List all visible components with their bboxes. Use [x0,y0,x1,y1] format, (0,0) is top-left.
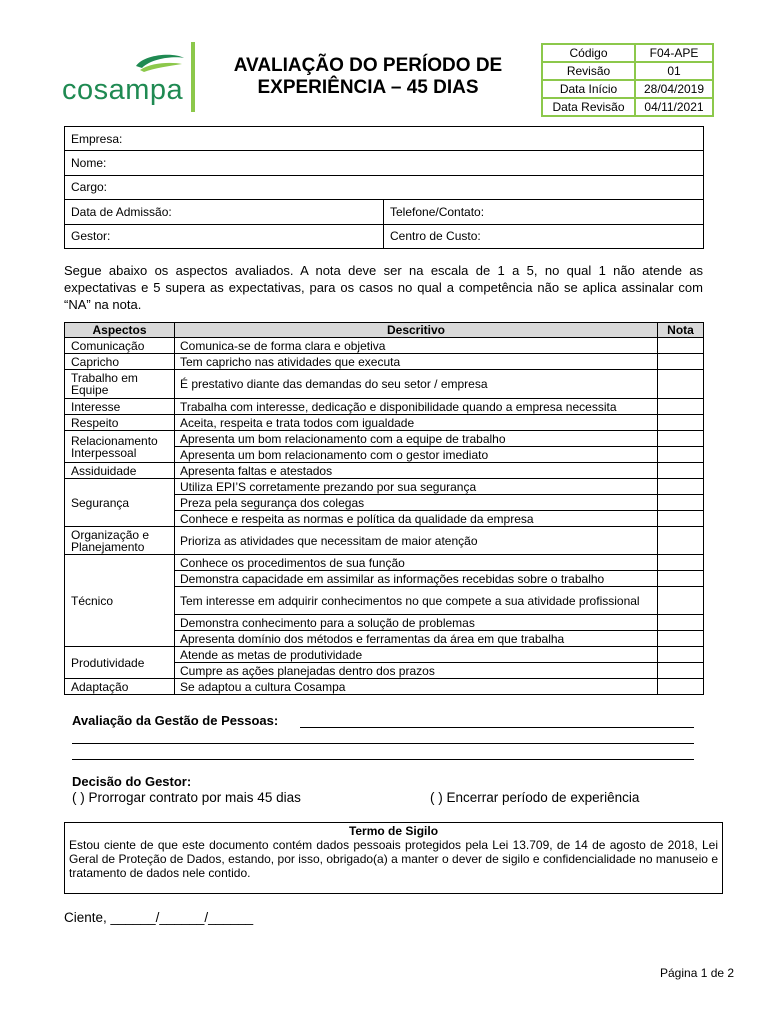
cargo-field[interactable]: Cargo: [65,175,704,199]
nota-cell[interactable] [658,370,704,399]
descriptor: Demonstra conhecimento para a solução de problemas [175,615,658,631]
nota-cell[interactable] [658,527,704,555]
descriptor: É prestativo diante das demandas do seu setor / empresa [175,370,658,399]
nota-cell[interactable] [658,415,704,431]
descriptor: Prioriza as atividades que necessitam de maior atenção [175,527,658,555]
meta-label: Código [542,44,635,62]
meta-value: 04/11/2021 [635,98,713,116]
page-number: Página 1 de 2 [660,966,735,980]
page-title: AVALIAÇÃO DO PERÍODO DE EXPERIÊNCIA – 45 DIAS [233,55,503,98]
nota-cell[interactable] [658,431,704,447]
aspect-label: Comunicação [65,338,175,354]
encerrar-option[interactable]: ( ) Encerrar período de experiência [430,790,640,805]
nota-cell[interactable] [658,571,704,587]
nota-cell[interactable] [658,511,704,527]
nota-cell[interactable] [658,587,704,615]
nota-cell[interactable] [658,354,704,370]
nota-cell[interactable] [658,663,704,679]
telefone-field[interactable]: Telefone/Contato: [384,200,704,224]
descriptor: Tem capricho nas atividades que executa [175,354,658,370]
nota-cell[interactable] [658,495,704,511]
nome-field[interactable]: Nome: [65,151,704,175]
ciente-date-field[interactable]: Ciente, ______/______/______ [64,910,254,925]
header-descritivo: Descritivo [175,323,658,338]
decisao-gestor-label: Decisão do Gestor: [72,774,192,789]
termo-sigilo-box [64,822,723,894]
gestao-pessoas-line-3[interactable] [72,759,694,760]
aspect-label: Capricho [65,354,175,370]
nota-cell[interactable] [658,647,704,663]
gestao-pessoas-line-2[interactable] [72,743,694,744]
nota-cell[interactable] [658,679,704,695]
termo-sigilo-body: Estou ciente de que este documento contém dados pessoais protegidos pela Lei 13.709, de 14 de agosto de 2018, Lei Geral de Proteção de Dados, estando, por isso, obrigado(a) a manter o dever de sigilo e confidencialidade no manuseio e tratamento de dados nele contido. [69,838,718,880]
descriptor: Apresenta faltas e atestados [175,463,658,479]
aspect-label: Adaptação [65,679,175,695]
nota-cell[interactable] [658,631,704,647]
meta-label: Revisão [542,62,635,80]
aspect-label: Respeito [65,415,175,431]
instructions-text: Segue abaixo os aspectos avaliados. A nota deve ser na escala de 1 a 5, no qual 1 não atende as expectativas e 5 supera as expectativas, para os casos no qual a competência não se aplica assinalar com “NA” na nota. [64,263,703,312]
nota-cell[interactable] [658,447,704,463]
descriptor: Cumpre as ações planejadas dentro dos prazos [175,663,658,679]
descriptor: Demonstra capacidade em assimilar as informações recebidas sobre o trabalho [175,571,658,587]
meta-label: Data Início [542,80,635,98]
aspect-label: Produtividade [65,647,175,679]
header-nota: Nota [658,323,704,338]
descriptor: Apresenta um bom relacionamento com o gestor imediato [175,447,658,463]
descriptor: Tem interesse em adquirir conhecimentos no que compete a sua atividade profissional [175,587,658,615]
gestao-pessoas-label: Avaliação da Gestão de Pessoas: [72,713,279,728]
nota-cell[interactable] [658,338,704,354]
nota-cell[interactable] [658,463,704,479]
aspect-label: Relacionamento Interpessoal [65,431,175,463]
centro-custo-field[interactable]: Centro de Custo: [384,224,704,248]
header-divider [191,42,195,112]
aspect-label: Interesse [65,399,175,415]
descriptor: Se adaptou a cultura Cosampa [175,679,658,695]
descriptor: Apresenta domínio dos métodos e ferramentas da área em que trabalha [175,631,658,647]
company-logo [62,52,187,104]
meta-label: Data Revisão [542,98,635,116]
nota-cell[interactable] [658,555,704,571]
aspect-label: Técnico [65,555,175,647]
descriptor: Utiliza EPI’S corretamente prezando por sua segurança [175,479,658,495]
descriptor: Preza pela segurança dos colegas [175,495,658,511]
prorrogar-option[interactable]: ( ) Prorrogar contrato por mais 45 dias [72,790,301,805]
aspect-label: Organização e Planejamento [65,527,175,555]
empresa-field[interactable]: Empresa: [65,127,704,151]
nota-cell[interactable] [658,479,704,495]
descriptor: Conhece os procedimentos de sua função [175,555,658,571]
document-control-table [541,43,714,117]
termo-sigilo-title: Termo de Sigilo [348,824,439,838]
meta-value: 01 [635,62,713,80]
gestor-field[interactable]: Gestor: [65,224,384,248]
meta-value: 28/04/2019 [635,80,713,98]
gestao-pessoas-line-1[interactable] [300,727,694,728]
nota-cell[interactable] [658,399,704,415]
descriptor: Conhece e respeita as normas e política da qualidade da empresa [175,511,658,527]
aspect-label: Assiduidade [65,463,175,479]
aspects-table [64,322,704,695]
descriptor: Apresenta um bom relacionamento com a equipe de trabalho [175,431,658,447]
meta-value: F04-APE [635,44,713,62]
admissao-field[interactable]: Data de Admissão: [65,200,384,224]
descriptor: Atende as metas de produtividade [175,647,658,663]
header-aspectos: Aspectos [65,323,175,338]
logo-swoosh-icon [134,52,186,74]
nota-cell[interactable] [658,615,704,631]
aspect-label: Segurança [65,479,175,527]
descriptor: Aceita, respeita e trata todos com igualdade [175,415,658,431]
aspect-label: Trabalho em Equipe [65,370,175,399]
logo-text: cosampa [62,74,184,106]
employee-info-table [64,126,704,249]
descriptor: Trabalha com interesse, dedicação e disponibilidade quando a empresa necessita [175,399,658,415]
descriptor: Comunica-se de forma clara e objetiva [175,338,658,354]
